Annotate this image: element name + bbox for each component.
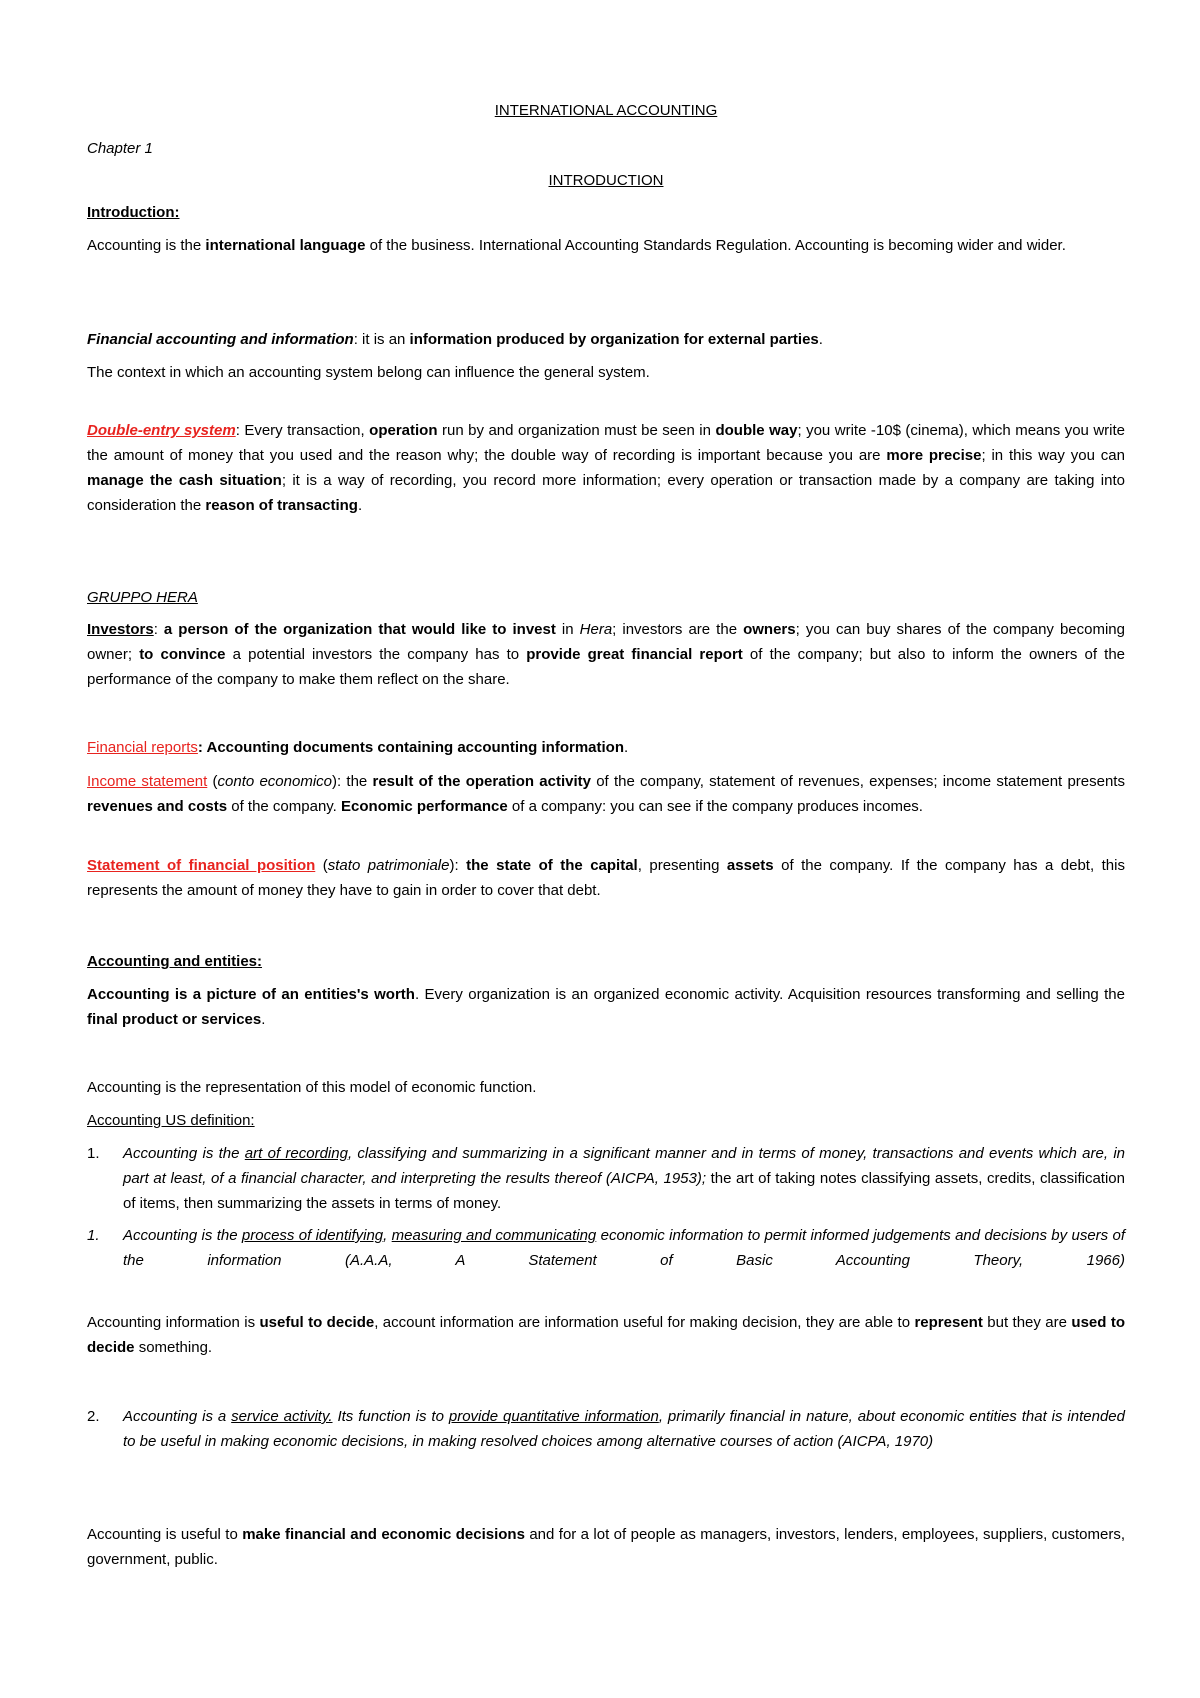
introduction-paragraph: Accounting is the international language of the business. International Accounting Standards Regulation. Accounting is becoming wider and wider. xyxy=(87,237,1066,254)
gruppo-hera-heading: GRUPPO HERA xyxy=(87,589,198,606)
double-entry-term: Double-entry system xyxy=(87,422,236,439)
investors-paragraph: Investors: a person of the organization that would like to invest in Hera; investors are the owners; you can buy shares of the company becoming owner; to convince a potential investors the company has to provide great financial report of the company; but also to inform the owners of the performance of the company to make them reflect on the share. xyxy=(87,621,1126,688)
list-item: 1. Accounting is the art of recording, classifying and summarizing in a significant manner and in terms of money, transactions and events which are, in part at least, of a financial character, and interpreting the results thereof (AICPA, 1953); the art of taking notes classifying assets, credits, classification of items, then summarizing the assets in terms of money. xyxy=(87,1141,1125,1216)
context-paragraph: The context in which an accounting system belong can influence the general system. xyxy=(87,364,650,381)
useful-paragraph: Accounting information is useful to decide, account information are information useful for making decision, they are able to represent but they are used to decide something. xyxy=(87,1314,1126,1356)
double-entry-paragraph: Double-entry system: Every transaction, operation run by and organization must be seen in double way; you write -10$ (cinema), which means you write the amount of money that you used and the reason why; the double way of recording is important because you are more precise; in this way you can manage the cash situation; it is a way of recording, you record more information; every operation or transaction made by a company are taking into consideration the reason of transacting. xyxy=(87,422,1126,514)
list-number: 1. xyxy=(87,1227,100,1244)
financial-reports-paragraph: Financial reports: Accounting documents containing accounting information. xyxy=(87,739,629,756)
final-paragraph: Accounting is useful to make financial and economic decisions and for a lot of people as managers, investors, lenders, employees, suppliers, customers, government, public. xyxy=(87,1526,1126,1568)
financial-accounting-paragraph: Financial accounting and information: it is an information produced by organization for external parties. xyxy=(87,331,823,348)
financial-position-paragraph: Statement of financial position (stato patrimoniale): the state of the capital, presenting assets of the company. If the company has a debt, this represents the amount of money they have to gain in order to cover that debt. xyxy=(87,857,1125,899)
list-item: 1. Accounting is the process of identifying, measuring and communicating economic information to permit informed judgements and decisions by users of the information (A.A.A, A Statement of Basic Accounting Theory, 1966) xyxy=(87,1223,1125,1273)
chapter-label: Chapter 1 xyxy=(87,140,153,157)
us-definition-heading: Accounting US definition: xyxy=(87,1112,255,1129)
list-number: 2. xyxy=(87,1408,100,1425)
list-item: 2. Accounting is a service activity. Its function is to provide quantitative information, primarily financial in nature, about economic entities that is intended to be useful in making economic decisions, in making resolved choices among alternative courses of action (AICPA, 1970) xyxy=(87,1404,1125,1454)
introduction-heading: Introduction: xyxy=(87,204,180,221)
entities-paragraph: Accounting is a picture of an entities's worth. Every organization is an organized economic activity. Acquisition resources transforming and selling the final product or services. xyxy=(87,986,1125,1028)
list-number: 1. xyxy=(87,1145,100,1162)
income-statement-paragraph: Income statement (conto economico): the result of the operation activity of the company, statement of revenues, expenses; income statement presents revenues and costs of the company. Economic performance of a company: you can see if the company produces incomes. xyxy=(87,773,1125,815)
representation-paragraph: Accounting is the representation of this model of economic function. xyxy=(87,1079,537,1096)
section-title: INTRODUCTION xyxy=(548,172,664,189)
accounting-entities-heading: Accounting and entities: xyxy=(87,953,263,970)
document-title: INTERNATIONAL ACCOUNTING xyxy=(494,102,718,119)
